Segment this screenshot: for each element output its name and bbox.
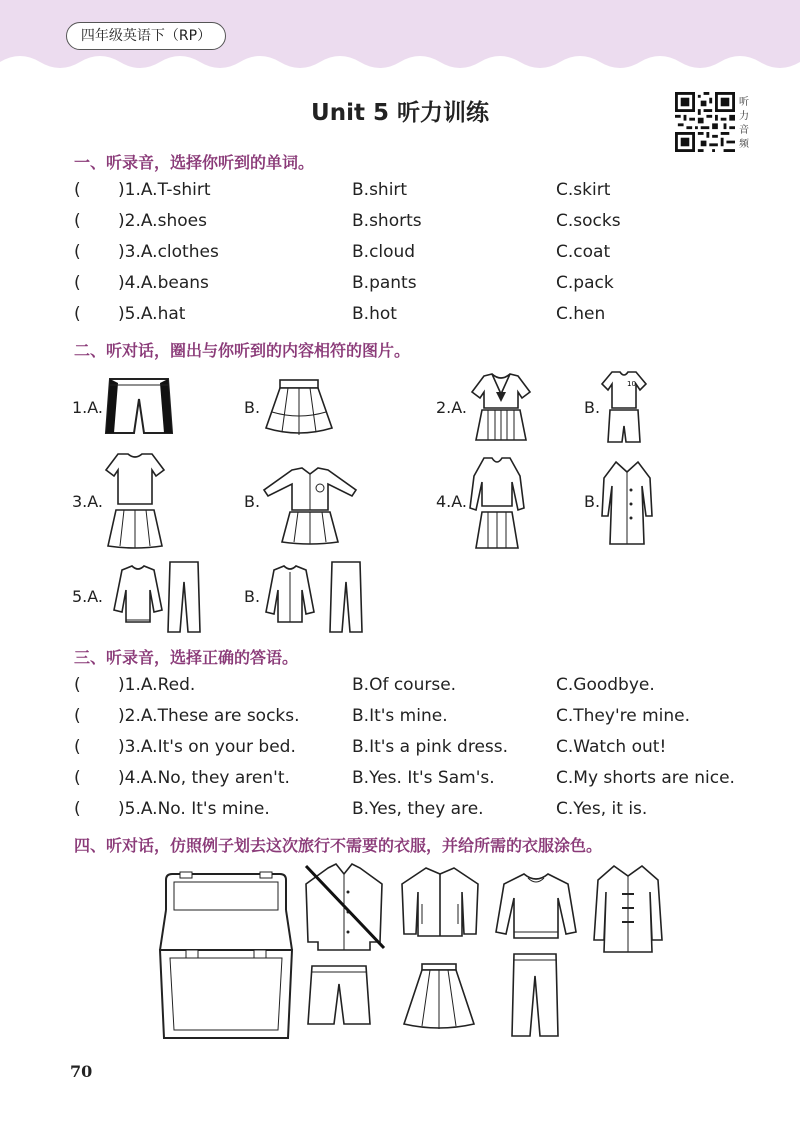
page-number: 70 (70, 1062, 93, 1081)
option-b: B.Of course. (352, 675, 457, 695)
s3-question-5 (74, 799, 774, 829)
option-a: )1.A.Red. (118, 675, 196, 695)
answer-blank[interactable]: ( (74, 675, 81, 695)
option-b: B.Yes. It's Sam's. (352, 768, 495, 788)
s3-question-4 (74, 768, 774, 798)
option-c: C.They're mine. (556, 706, 691, 726)
answer-blank[interactable]: ( (74, 242, 81, 262)
option-c: C.socks (556, 211, 621, 231)
option-c: C.Yes, it is. (556, 799, 648, 819)
sailor-uniform-picture[interactable] (470, 372, 532, 442)
answer-blank[interactable]: ( (74, 211, 81, 231)
option-c: C.Goodbye. (556, 675, 655, 695)
s2-label-3a: 3.A. (72, 492, 104, 511)
s1-question-2 (74, 211, 774, 241)
option-c: C.skirt (556, 180, 611, 200)
shorts-picture[interactable] (104, 375, 174, 437)
option-c: C.Watch out! (556, 737, 667, 757)
pants-picture[interactable] (510, 952, 560, 1038)
book-label: 四年级英语下（RP） (66, 22, 226, 50)
option-b: B.hot (352, 304, 397, 324)
crossed-out-shirt-picture[interactable] (300, 862, 388, 952)
qr-code-icon[interactable] (675, 92, 735, 152)
option-c: C.My shorts are nice. (556, 768, 735, 788)
answer-blank[interactable]: ( (74, 799, 81, 819)
section-2-heading: 二、听对话，圈出与你听到的内容相符的图片。 (74, 341, 411, 360)
s1-question-5 (74, 304, 774, 334)
option-a: )3.A.It's on your bed. (118, 737, 296, 757)
s2-label-3b: B. (244, 492, 261, 511)
option-a: )3.A.clothes (118, 242, 219, 262)
s2-label-2b: B. (584, 398, 601, 417)
option-a: )2.A.These are socks. (118, 706, 300, 726)
option-a: )5.A.No. It's mine. (118, 799, 270, 819)
s2-label-5a: 5.A. (72, 587, 104, 606)
s2-label-1b: B. (244, 398, 261, 417)
sweater-picture[interactable] (494, 870, 578, 942)
section-1-heading: 一、听录音，选择你听到的单词。 (74, 153, 315, 172)
option-a: )1.A.T-shirt (118, 180, 211, 200)
s2-label-4b: B. (584, 492, 601, 511)
answer-blank[interactable]: ( (74, 768, 81, 788)
flared-skirt-picture[interactable] (402, 962, 476, 1032)
sweater-skirt-picture[interactable] (468, 456, 526, 550)
answer-blank[interactable]: ( (74, 304, 81, 324)
answer-blank[interactable]: ( (74, 706, 81, 726)
s3-question-3 (74, 737, 774, 767)
s1-question-4 (74, 273, 774, 303)
option-b: B.shorts (352, 211, 422, 231)
sweater-pants-picture[interactable] (104, 560, 204, 634)
page-title: Unit 5 听力训练 (311, 100, 489, 126)
option-b: B.It's mine. (352, 706, 448, 726)
coat-picture[interactable] (600, 460, 654, 546)
tshirt-skirt-picture[interactable] (104, 452, 166, 550)
jacket-pants-picture[interactable] (262, 560, 368, 634)
answer-blank[interactable]: ( (74, 273, 81, 293)
option-a: )4.A.beans (118, 273, 209, 293)
option-a: )5.A.hat (118, 304, 186, 324)
answer-blank[interactable]: ( (74, 737, 81, 757)
option-b: B.pants (352, 273, 417, 293)
s3-question-1 (74, 675, 774, 705)
option-c: C.pack (556, 273, 614, 293)
toggle-coat-picture[interactable] (592, 862, 664, 954)
s3-question-2 (74, 706, 774, 736)
shirt-skirt-picture[interactable] (262, 466, 358, 546)
skirt-picture[interactable] (262, 378, 336, 438)
option-b: B.shirt (352, 180, 408, 200)
option-b: B.cloud (352, 242, 416, 262)
option-a: )4.A.No, they aren't. (118, 768, 290, 788)
option-c: C.coat (556, 242, 611, 262)
answer-blank[interactable]: ( (74, 180, 81, 200)
option-b: B.It's a pink dress. (352, 737, 509, 757)
s2-label-5b: B. (244, 587, 261, 606)
section-3-heading: 三、听录音，选择正确的答语。 (74, 648, 299, 667)
zip-jacket-picture[interactable] (398, 864, 482, 938)
option-c: C.hen (556, 304, 606, 324)
qr-caption: 听力音频 (739, 97, 749, 150)
sports-uniform-picture[interactable] (600, 370, 648, 444)
section-4-heading: 四、听对话，仿照例子划去这次旅行不需要的衣服，并给所需的衣服涂色。 (74, 836, 603, 855)
s2-label-1a: 1.A. (72, 398, 104, 417)
s1-question-1 (74, 180, 774, 210)
svg-text:10: 10 (627, 380, 636, 388)
s1-question-3 (74, 242, 774, 272)
shorts-item-picture[interactable] (306, 962, 372, 1030)
option-b: B.Yes, they are. (352, 799, 484, 819)
s2-label-4a: 4.A. (436, 492, 468, 511)
s2-label-2a: 2.A. (436, 398, 468, 417)
suitcase-picture (156, 870, 296, 1042)
option-a: )2.A.shoes (118, 211, 207, 231)
